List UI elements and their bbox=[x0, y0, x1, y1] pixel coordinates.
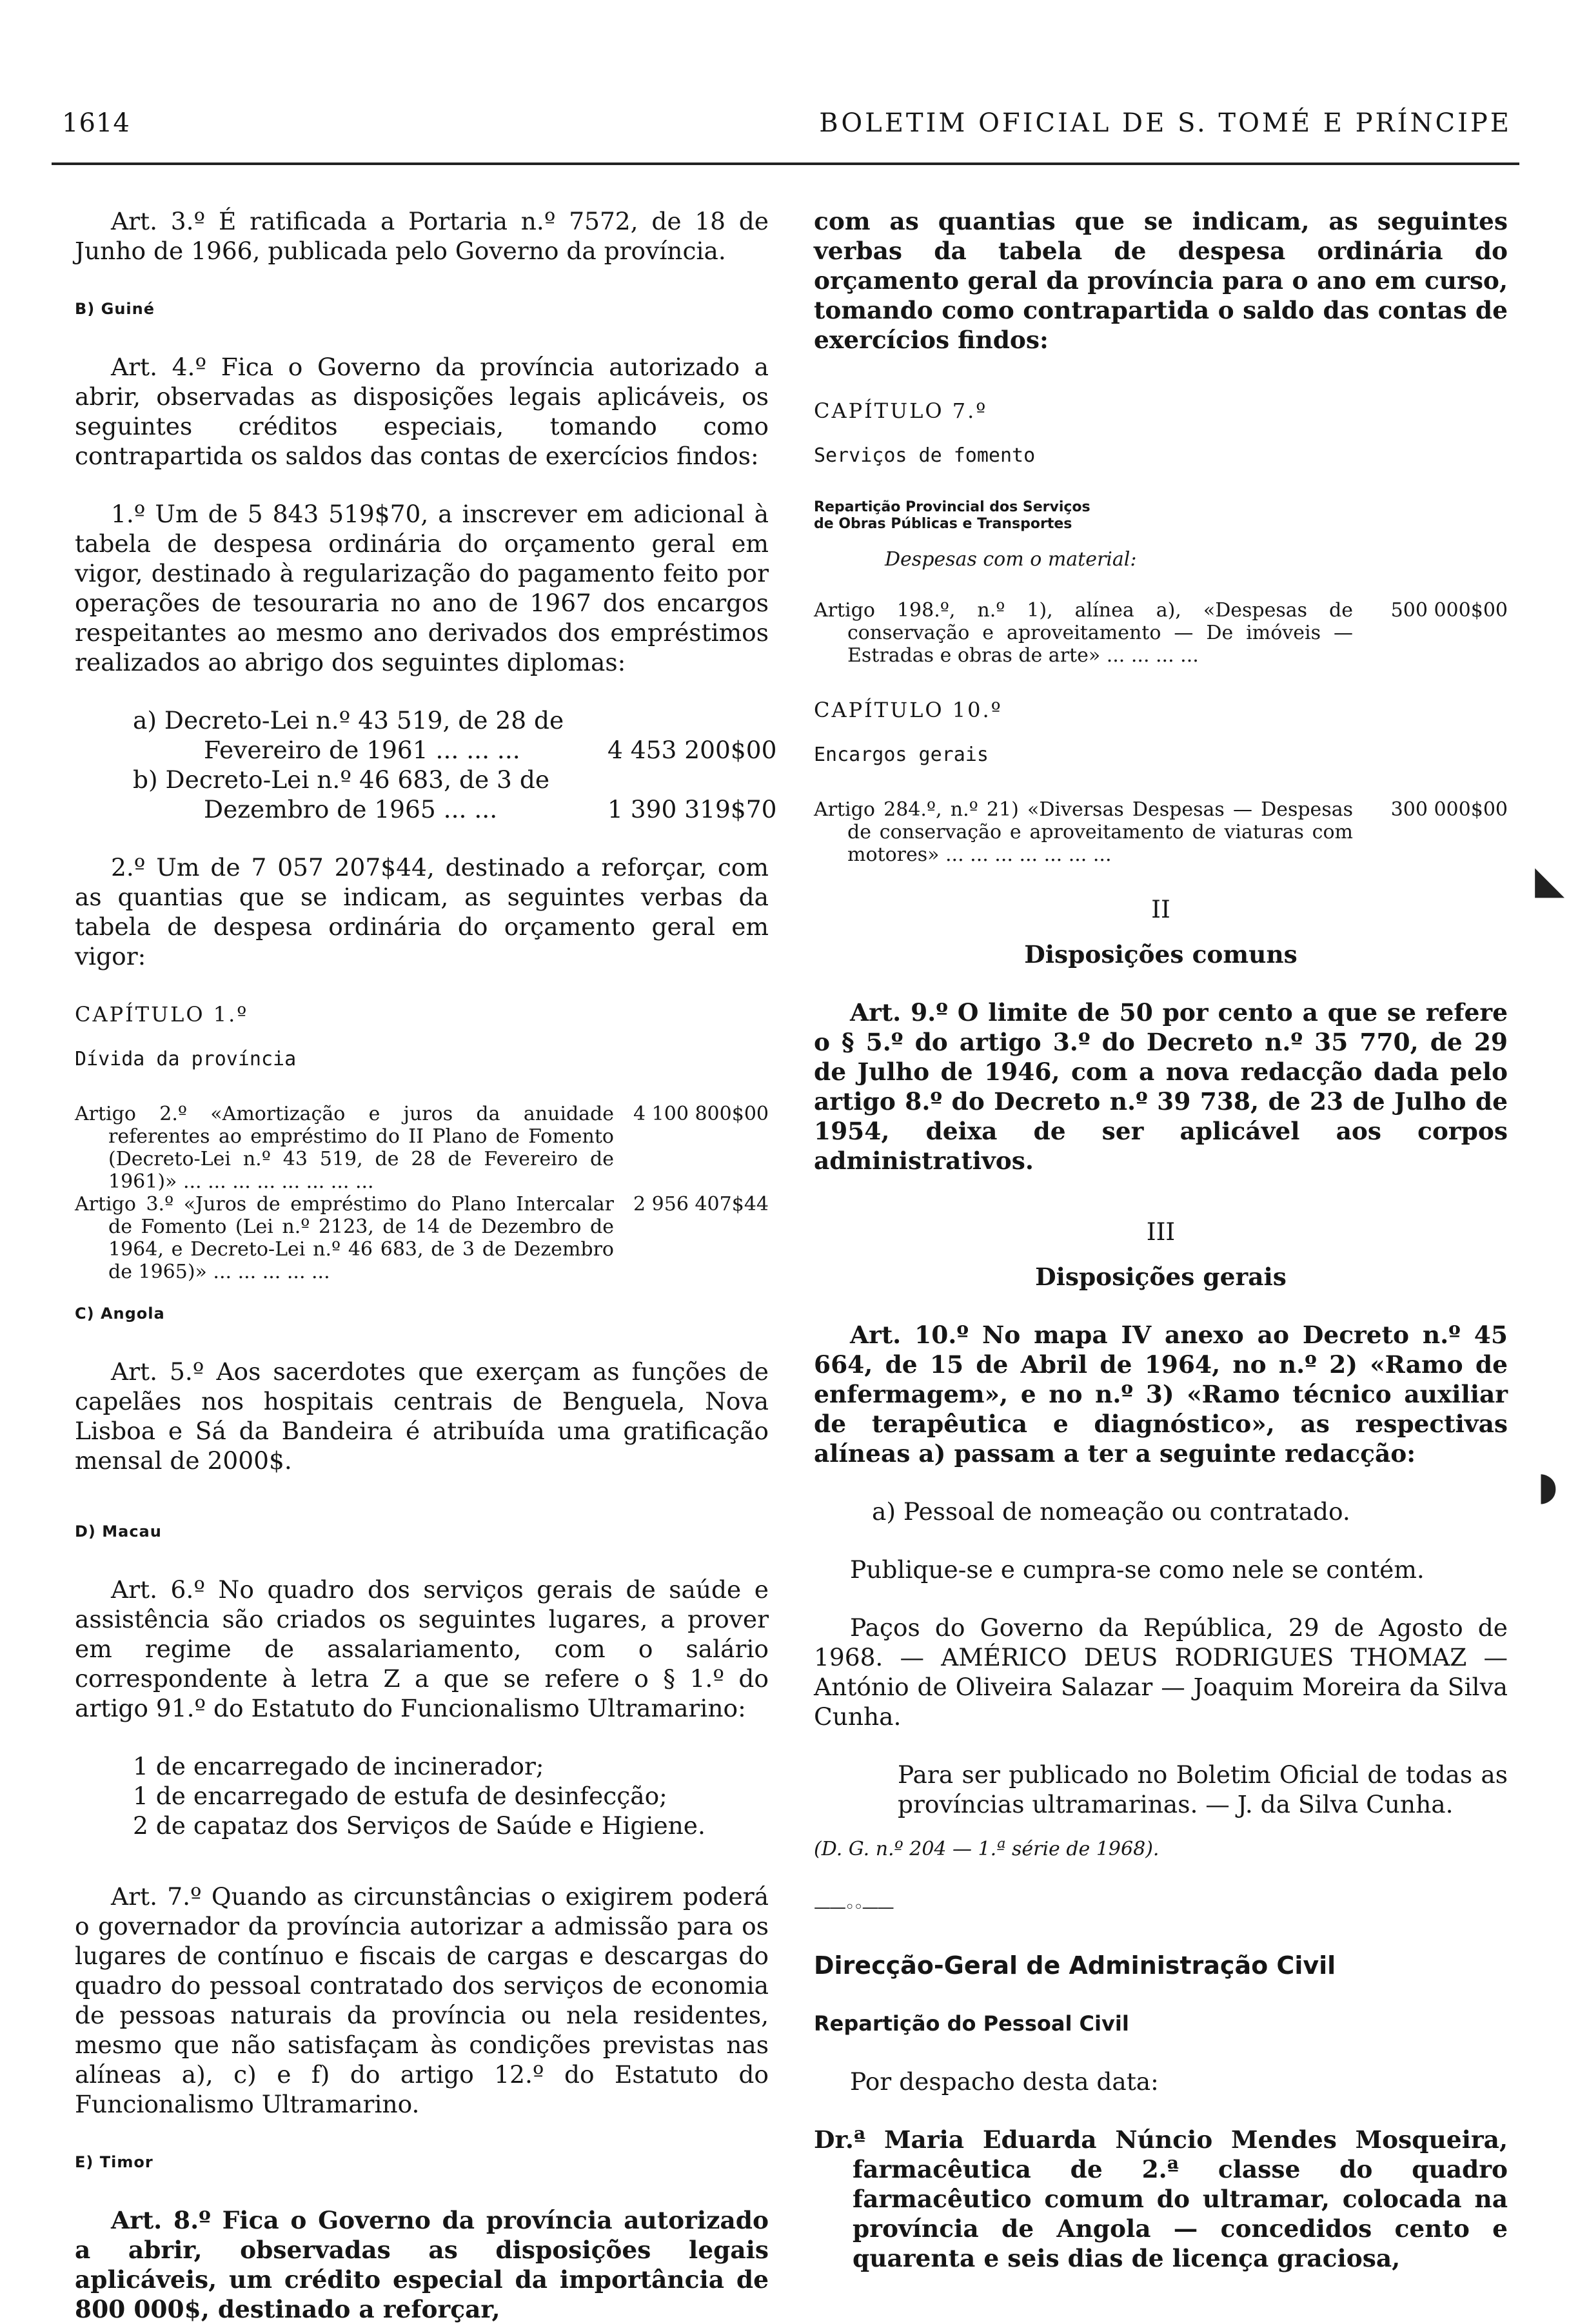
servicos-fomento-heading: Serviços de fomento bbox=[814, 444, 1036, 467]
publication-note: Para ser publicado no Boletim Oficial de todas as províncias ultramarinas. — J. da Silva Cunha. bbox=[898, 1760, 1508, 1818]
roman-iii: III bbox=[1146, 1217, 1176, 1246]
item-2-paragraph: 2.º Um de 7 057 207$44, destinado a reforçar, com as quantias que se indicam, as seguintes verbas da tabela de despesa ordinária do orçamento geral em vigor: bbox=[75, 853, 769, 970]
diario-governo-reference: (D. G. n.º 204 — 1.ª série de 1968). bbox=[814, 1838, 1160, 1860]
credit-a-line2: Fevereiro de 1961 ... ... ... 4 453 200$00 bbox=[204, 736, 777, 764]
page-header bbox=[62, 108, 1512, 147]
art8-continuation: com as quantias que se indicam, as seguintes verbas da tabela de despesa ordinária do orçamento geral da província para o ano em curso, tomando como contrapartida o saldo das contas de exercícios findos: bbox=[814, 207, 1508, 354]
reparticao-heading-line2: de Obras Públicas e Transportes bbox=[814, 516, 1072, 532]
credit-b-line2: Dezembro de 1965 ... ... 1 390 319$70 bbox=[204, 795, 777, 823]
art2-amount: 4 100 800$00 bbox=[633, 1103, 769, 1125]
page-number: 1614 bbox=[62, 108, 130, 138]
credit-list bbox=[75, 705, 777, 824]
art3b-amount: 2 956 407$44 bbox=[633, 1193, 769, 1216]
credit-b-line1: b) Decreto-Lei n.º 46 683, de 3 de bbox=[133, 765, 550, 794]
art198-amount: 500 000$00 bbox=[1390, 599, 1508, 622]
credit-a-amount: 4 453 200$00 bbox=[607, 736, 777, 764]
direccao-geral-heading: Direcção-Geral de Administração Civil bbox=[814, 1951, 1336, 1980]
encargos-gerais-heading: Encargos gerais bbox=[814, 743, 989, 766]
despesas-material-label: Despesas com o material: bbox=[885, 548, 1137, 571]
disposicoes-comuns-heading: Disposições comuns bbox=[1024, 940, 1298, 969]
section-timor: E) Timor bbox=[75, 2153, 153, 2171]
section-separator: ——◦◦—— bbox=[814, 1898, 893, 1917]
budget-line-art3: Artigo 3.º «Juros de empréstimo do Plano Intercalar de Fomento (Lei n.º 2123, de 14 de Dezembro de 1964, e Decreto-Lei n.º 46 683, de 3 de Dezembro de 1965)» ... ... ... ... ... 2 956 407$44 bbox=[75, 1193, 769, 1283]
por-despacho-line: Por despacho desta data: bbox=[850, 2067, 1159, 2096]
capitulo-10-heading: CAPÍTULO 10.º bbox=[814, 698, 1003, 722]
disposicoes-gerais-heading: Disposições gerais bbox=[1035, 1263, 1287, 1291]
signature-paragraph: Paços do Governo da República, 29 de Agosto de 1968. — AMÉRICO DEUS RODRIGUES THOMAZ — António de Oliveira Salazar — Joaquim Moreira da Silva Cunha. bbox=[814, 1613, 1508, 1731]
section-macau: D) Macau bbox=[75, 1522, 162, 1541]
post-item-3: 2 de capataz dos Serviços de Saúde e Higiene. bbox=[133, 1811, 706, 1840]
header-rule bbox=[52, 162, 1519, 165]
ink-mark-1: ◣ bbox=[1535, 858, 1565, 903]
section-angola: C) Angola bbox=[75, 1305, 165, 1323]
publication-title: BOLETIM OFICIAL DE S. TOMÉ E PRÍNCIPE bbox=[819, 108, 1512, 138]
publique-line: Publique-se e cumpra-se como nele se contém. bbox=[850, 1555, 1425, 1584]
art4-paragraph: Art. 4.º Fica o Governo da província autorizado a abrir, observadas as disposições legais aplicáveis, os seguintes créditos especiais, tomando como contrapartida os saldos das contas de exercícios findos: bbox=[75, 353, 769, 470]
capitulo-1-heading: CAPÍTULO 1.º bbox=[75, 1002, 249, 1027]
art5-paragraph: Art. 5.º Aos sacerdotes que exerçam as funções de capelães nos hospitais centrais de Benguela, Nova Lisboa e Sá da Bandeira é atribuída uma gratificação mensal de 2000$. bbox=[75, 1357, 769, 1475]
dra-maria-entry: Dr.ª Maria Eduarda Núncio Mendes Mosqueira, farmacêutica de 2.ª classe do quadro farmacêutico comum do ultramar, colocada na província de Angola — concedidos cento e quarenta e seis dias de licença graciosa, bbox=[814, 2125, 1508, 2272]
art10-paragraph: Art. 10.º No mapa IV anexo ao Decreto n.º 45 664, de 15 de Abril de 1964, no n.º 2) «Ramo de enfermagem», e no n.º 3) «Ramo técnico auxiliar de terapêutica e diagnóstico», as respectivas alíneas a) passam a ter a seguinte redacção: bbox=[814, 1321, 1508, 1468]
alinea-a: a) Pessoal de nomeação ou contratado. bbox=[872, 1497, 1350, 1526]
budget-line-art284: Artigo 284.º, n.º 21) «Diversas Despesas — Despesas de conservação e aproveitamento de viaturas com motores» ... ... ... ... ... ... ... 300 000$00 bbox=[814, 798, 1508, 866]
left-column bbox=[75, 206, 777, 2324]
post-item-1: 1 de encarregado de incinerador; bbox=[133, 1752, 544, 1780]
capitulo-7-heading: CAPÍTULO 7.º bbox=[814, 399, 988, 423]
budget-lines-3 bbox=[814, 798, 1508, 866]
budget-lines-2 bbox=[814, 599, 1508, 667]
art6-paragraph: Art. 6.º No quadro dos serviços gerais de saúde e assistência são criados os seguintes lugares, a prover em regime de assalariamento, com o salário correspondente à letra Z a que se refere o § 1.º do artigo 91.º do Estatuto do Funcionalismo Ultramarino: bbox=[75, 1575, 769, 1722]
art3-paragraph: Art. 3.º É ratificada a Portaria n.º 7572, de 18 de Junho de 1966, publicada pelo Governo da província. bbox=[75, 207, 769, 265]
post-item-2: 1 de encarregado de estufa de desinfecção; bbox=[133, 1782, 667, 1810]
divida-heading: Dívida da província bbox=[75, 1048, 297, 1070]
budget-line-art2: Artigo 2.º «Amortização e juros da anuidade referentes ao empréstimo do II Plano de Fomento (Decreto-Lei n.º 43 519, de 28 de Fevereiro de 1961)» ... ... ... ... ... ... ... ... 4 100 800$00 bbox=[75, 1103, 769, 1193]
art7-paragraph: Art. 7.º Quando as circunstâncias o exigirem poderá o governador da província autorizar a admissão para os lugares de contínuo e fiscais de cargas e descargas do quadro do pessoal contratado dos serviços de economia de pessoas naturais da província ou nela residentes, mesmo que não satisfaçam às condições previstas nas alíneas a), c) e f) do artigo 12.º do Estatuto do Funcionalismo Ultramarino. bbox=[75, 1882, 769, 2118]
section-guine: B) Guiné bbox=[75, 300, 155, 318]
item-1-paragraph: 1.º Um de 5 843 519$70, a inscrever em adicional à tabela de despesa ordinária do orçamento geral em vigor, destinado à regularização do pagamento feito por operações de tesouraria no ano de 1967 dos encargos respeitantes ao mesmo ano derivados dos empréstimos realizados ao abrigo dos seguintes diplomas: bbox=[75, 500, 769, 676]
art9-paragraph: Art. 9.º O limite de 50 por cento a que se refere o § 5.º do artigo 3.º do Decreto n.º 35 770, de 29 de Julho de 1946, com a nova redacção dada pelo artigo 8.º do Decreto n.º 39 738, de 23 de Julho de 1954, deixa de ser aplicável aos corpos administrativos. bbox=[814, 998, 1508, 1175]
credit-b-amount: 1 390 319$70 bbox=[607, 795, 777, 823]
budget-lines-1 bbox=[75, 1103, 769, 1283]
roman-ii: II bbox=[1151, 895, 1170, 923]
budget-line-art198: Artigo 198.º, n.º 1), alínea a), «Despesas de conservação e aproveitamento — De imóveis — Estradas e obras de arte» ... ... ... ... 500 000$00 bbox=[814, 599, 1508, 667]
art284-amount: 300 000$00 bbox=[1390, 798, 1508, 821]
reparticao-pessoal-heading: Repartição do Pessoal Civil bbox=[814, 2011, 1129, 2036]
art8-paragraph: Art. 8.º Fica o Governo da província autorizado a abrir, observadas as disposições legais aplicáveis, um crédito especial da importância de 800 000$, destinado a reforçar, bbox=[75, 2206, 769, 2323]
credit-a-line1: a) Decreto-Lei n.º 43 519, de 28 de bbox=[133, 706, 564, 734]
reparticao-heading-line1: Repartição Provincial dos Serviços bbox=[814, 499, 1091, 515]
ink-mark-2: ◗ bbox=[1537, 1464, 1558, 1509]
right-column bbox=[814, 206, 1508, 2273]
posts-list bbox=[75, 1751, 769, 1840]
